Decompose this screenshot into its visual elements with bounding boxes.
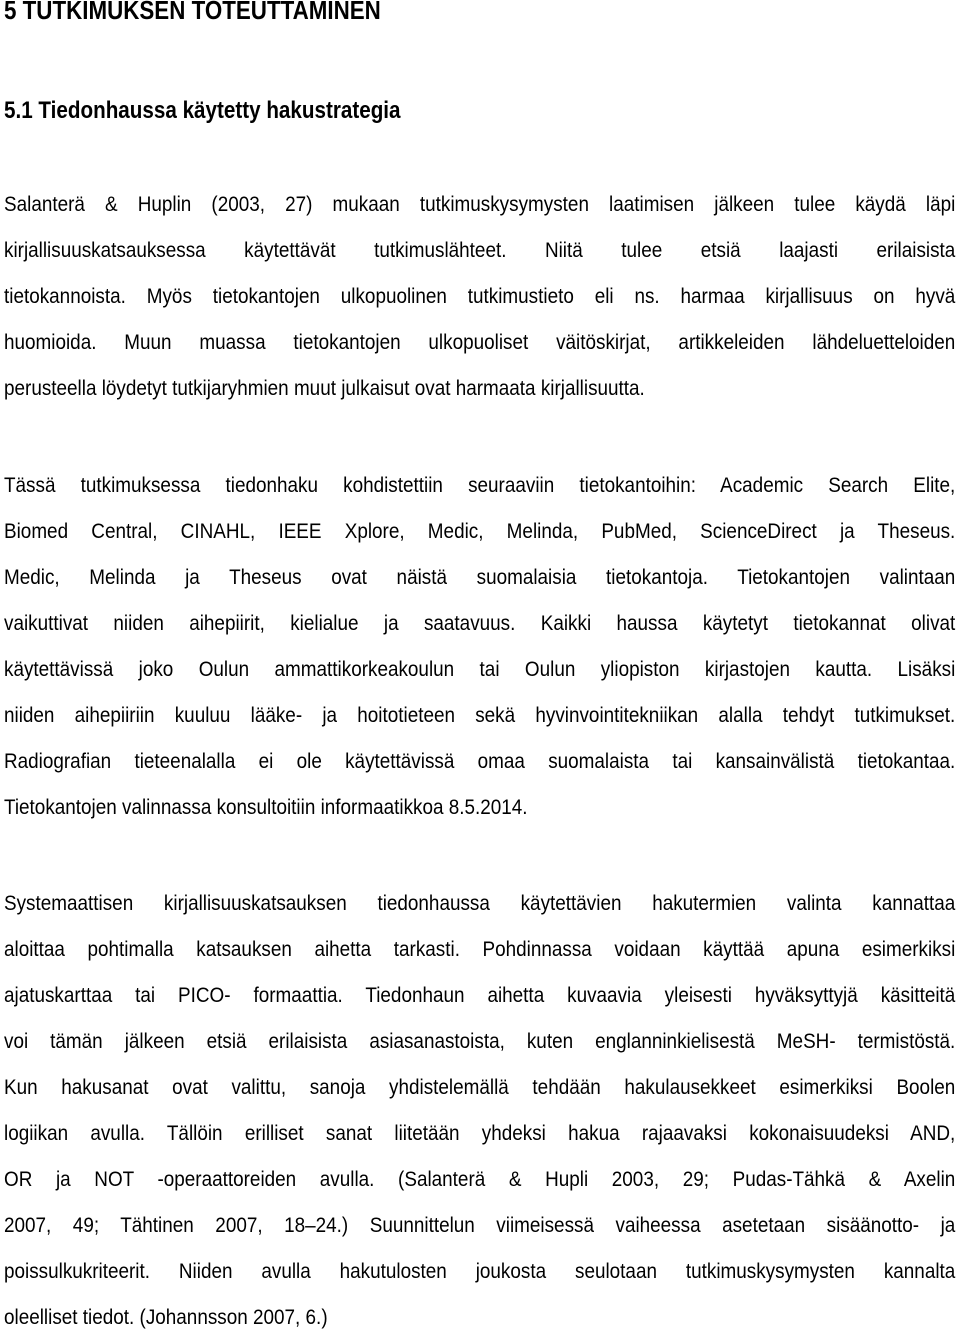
paragraph-line: poissulkukriteerit. Niiden avulla hakutulosten joukosta seulotaan tutkimuskysymysten kannalta [4,1260,956,1283]
paragraph-line: vaikuttivat niiden aihepiirit, kielialue ja saatavuus. Kaikki haussa käytetyt tietokannat olivat [4,612,956,635]
paragraph-line: OR ja NOT -operaattoreiden avulla. (Salanterä & Hupli 2003, 29; Pudas-Tähkä & Axelin [4,1168,956,1191]
paragraph-line: Tietokantojen valinnassa konsultoitiin informaatikkoa 8.5.2014. [4,796,528,819]
paragraph-line: Radiografian tieteenalalla ei ole käytettävissä omaa suomalaista tai kansainvälistä tietokantaa. [4,750,956,773]
section-title: 5.1 Tiedonhaussa käytetty hakustrategia [4,97,401,124]
paragraph-search-sources [4,182,956,412]
paragraph-databases [4,463,956,831]
paragraph-line: niiden aihepiiriin kuuluu lääke- ja hoitotieteen sekä hyvinvointitekniikan alalla tehdyt tutkimukset. [4,704,956,727]
paragraph-line: 2007, 49; Tähtinen 2007, 18–24.) Suunnittelun viimeisessä vaiheessa asetetaan sisäänotto- ja [4,1214,956,1237]
paragraph-line: Systemaattisen kirjallisuuskatsauksen tiedonhaussa käytettävien hakutermien valinta kannattaa [4,892,956,915]
chapter-title: 5 TUTKIMUKSEN TOTEUTTAMINEN [4,0,381,25]
paragraph-search-terms [4,881,956,1341]
paragraph-line: huomioida. Muun muassa tietokantojen ulkopuoliset väitöskirjat, artikkeleiden lähdeluetteloiden [4,331,956,354]
paragraph-line: oleelliset tiedot. (Johannsson 2007, 6.) [4,1306,328,1329]
paragraph-line: kirjallisuuskatsauksessa käytettävät tutkimuslähteet. Niitä tulee etsiä laajasti erilaisista [4,239,956,262]
paragraph-line: perusteella löydetyt tutkijaryhmien muut julkaisut ovat harmaata kirjallisuutta. [4,377,645,400]
paragraph-line: ajatuskarttaa tai PICO- formaattia. Tiedonhaun aihetta kuvaavia yleisesti hyväksyttyjä käsitteitä [4,984,956,1007]
paragraph-line: logiikan avulla. Tällöin erilliset sanat liitetään yhdeksi hakua rajaavaksi kokonaisuudeksi AND, [4,1122,956,1145]
paragraph-line: käytettävissä joko Oulun ammattikorkeakoulun tai Oulun yliopiston kirjastojen kautta. Lisäksi [4,658,956,681]
paragraph-line: Biomed Central, CINAHL, IEEE Xplore, Medic, Melinda, PubMed, ScienceDirect ja Theseus. [4,520,956,543]
paragraph-line: Kun hakusanat ovat valittu, sanoja yhdistelemällä tehdään hakulausekkeet esimerkiksi Boolen [4,1076,956,1099]
paragraph-line: tietokannoista. Myös tietokantojen ulkopuolinen tutkimustieto eli ns. harmaa kirjallisuus on hyvä [4,285,956,308]
paragraph-line: Tässä tutkimuksessa tiedonhaku kohdistettiin seuraaviin tietokantoihin: Academic Search Elite, [4,474,956,497]
paragraph-line: Salanterä & Huplin (2003, 27) mukaan tutkimuskysymysten laatimisen jälkeen tulee käydä läpi [4,193,956,216]
paragraph-line: Medic, Melinda ja Theseus ovat näistä suomalaisia tietokantoja. Tietokantojen valintaan [4,566,956,589]
paragraph-line: voi tämän jälkeen etsiä erilaisista asiasanastoista, kuten englanninkielisestä MeSH- termistöstä. [4,1030,956,1053]
paragraph-line: aloittaa pohtimalla katsauksen aihetta tarkasti. Pohdinnassa voidaan käyttää apuna esimerkiksi [4,938,956,961]
